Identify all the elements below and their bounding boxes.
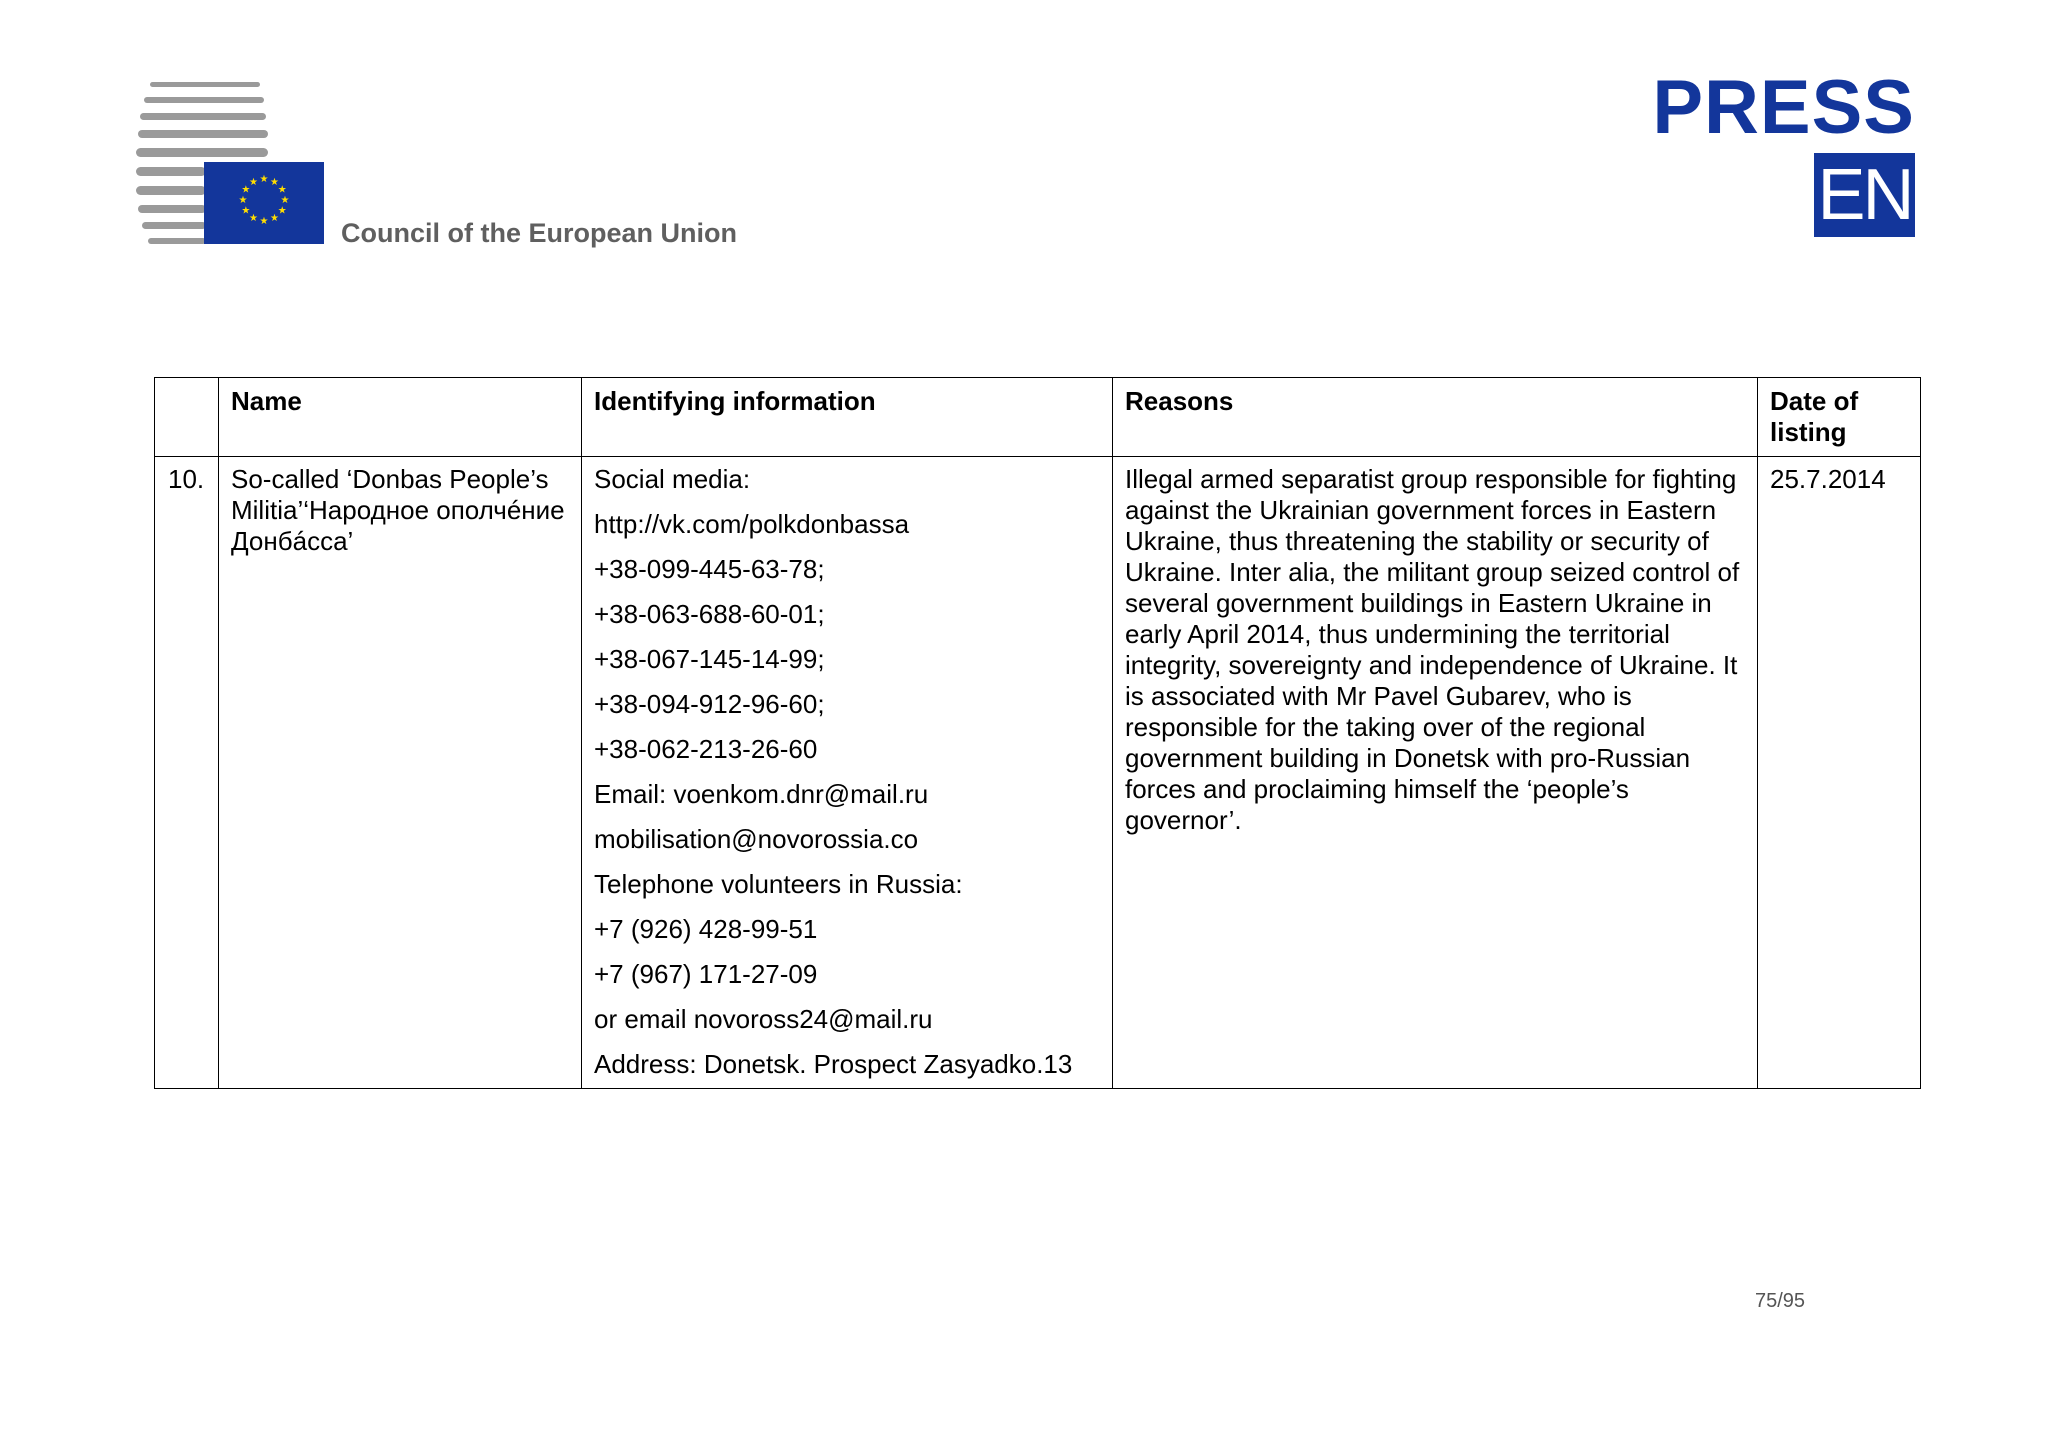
identifying-line: +38-067-145-14-99; [594, 644, 825, 674]
identifying-line: +38-094-912-96-60; [594, 689, 825, 719]
identifying-line: Telephone volunteers in Russia: [594, 869, 963, 899]
identifying-line: +7 (926) 428-99-51 [594, 914, 818, 944]
identifying-line: http://vk.com/polkdonbassa [594, 509, 910, 539]
entry-reasons: Illegal armed separatist group responsible for fighting against the Ukrainian government forces in Eastern Ukraine, thus threatening the stability or security of Ukraine. Inter alia, the militant group seized control of several government buildings in Eastern Ukraine in early April 2014, thus undermining the territorial integrity, sovereignty and independence of Ukraine. It is associated with Mr Pavel Gubarev, who is responsible for the taking over of the regional government building in Donetsk with pro-Russian forces and proclaiming himself the ‘people’s governor’. [1113, 457, 1758, 1089]
language-badge: EN [1814, 153, 1915, 237]
organization-name: Council of the European Union [341, 218, 737, 248]
entry-number: 10. [155, 457, 219, 1089]
svg-text:★: ★ [249, 176, 258, 188]
identifying-line: or email novoross24@mail.ru [594, 1004, 933, 1034]
council-logo [136, 80, 336, 250]
svg-text:★: ★ [249, 213, 258, 225]
page-number: 75/95 [1755, 1290, 1806, 1312]
identifying-line: Social media: [594, 464, 751, 494]
identifying-line: +7 (967) 171-27-09 [594, 959, 818, 989]
column-header-identifying-information: Identifying information [582, 378, 1113, 457]
svg-text:★: ★ [270, 213, 279, 225]
svg-text:★: ★ [277, 184, 287, 196]
press-label: PRESS [1652, 65, 1915, 150]
identifying-line: +38-063-688-60-01; [594, 599, 825, 629]
identifying-line: +38-062-213-26-60 [594, 734, 818, 764]
column-header-number [155, 378, 219, 457]
column-header-date-of-listing: Date of listing [1758, 378, 1921, 457]
svg-text:★: ★ [241, 184, 251, 196]
column-header-name: Name [219, 378, 582, 457]
entry-identifying-information [582, 457, 1113, 1089]
svg-text:★: ★ [259, 216, 269, 227]
svg-text:★: ★ [280, 195, 290, 206]
column-header-reasons: Reasons [1113, 378, 1758, 457]
svg-text:★: ★ [277, 205, 287, 217]
identifying-line: Email: voenkom.dnr@mail.ru [594, 779, 929, 809]
svg-text:★: ★ [241, 205, 251, 217]
table-row [155, 457, 1921, 1089]
svg-text:★: ★ [270, 176, 279, 188]
svg-text:★: ★ [259, 174, 269, 185]
identifying-line: mobilisation@novorossia.co [594, 824, 919, 854]
identifying-line: +38-099-445-63-78; [594, 554, 825, 584]
identifying-line: Address: Donetsk. Prospect Zasyadko.13 [594, 1049, 1073, 1079]
table-header-row [155, 378, 1921, 457]
press-label-block [1652, 65, 1915, 240]
entry-name: So-called ‘Donbas People’s Militia’‘Народное ополчéние Донбáсса’ [219, 457, 582, 1089]
svg-text:★: ★ [238, 195, 248, 206]
entry-date-of-listing: 25.7.2014 [1758, 457, 1921, 1089]
listing-table [154, 377, 1921, 1089]
